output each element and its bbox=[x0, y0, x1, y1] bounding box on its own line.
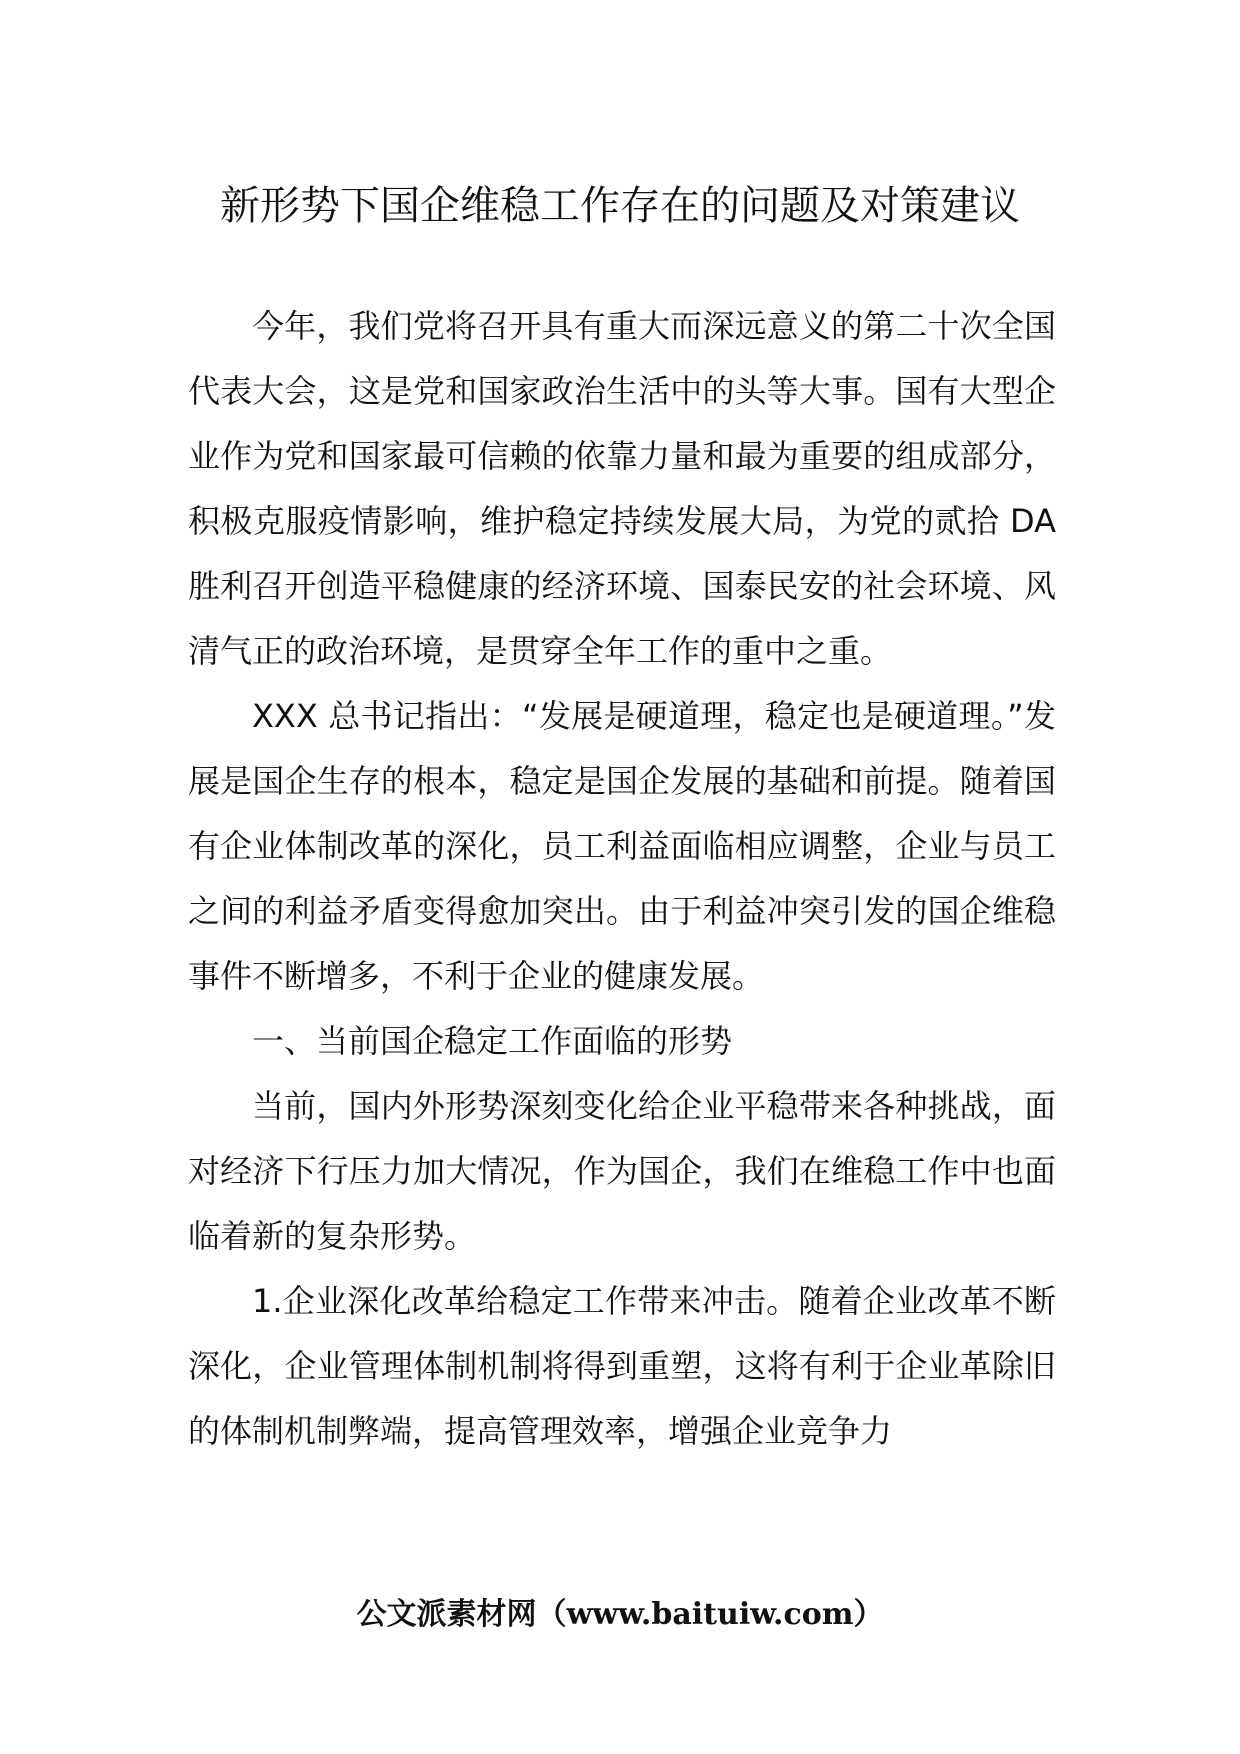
paragraph-quote: XXX 总书记指出：“发展是硬道理，稳定也是硬道理。”发展是国企生存的根本，稳定是国企发展的基础和前提。随着国有企业体制改革的深化，员工利益面临相应调整，企业与员工之间的利益矛盾变得愈加突出。由于利益冲突引发的国企维稳事件不断增多，不利于企业的健康发展。 bbox=[188, 697, 1056, 995]
paragraph-situation: 当前，国内外形势深刻变化给企业平稳带来各种挑战，面对经济下行压力加大情况，作为国企，我们在维稳工作中也面临着新的复杂形势。 bbox=[188, 1087, 1056, 1255]
paragraph-point-1: 1.企业深化改革给稳定工作带来冲击。随着企业改革不断深化，企业管理体制机制将得到重塑，这将有利于企业革除旧的体制机制弊端，提高管理效率，增强企业竞争力 bbox=[188, 1282, 1056, 1450]
section-heading: 一、当前国企稳定工作面临的形势 bbox=[252, 1022, 733, 1060]
document-title: 新形势下国企维稳工作存在的问题及对策建议 bbox=[220, 183, 1020, 229]
footer-watermark: 公文派素材网（www.baituiw.com） bbox=[356, 1597, 884, 1632]
paragraph-intro: 今年，我们党将召开具有重大而深远意义的第二十次全国代表大会，这是党和国家政治生活中的头等大事。国有大型企业作为党和国家最可信赖的依靠力量和最为重要的组成部分，积极克服疫情影响，维护稳定持续发展大局，为党的贰拾 DA 胜利召开创造平稳健康的经济环境、国泰民安的社会环境、风清气正的政治环境，是贯穿全年工作的重中之重。 bbox=[188, 307, 1056, 670]
document-body bbox=[188, 294, 1056, 1464]
